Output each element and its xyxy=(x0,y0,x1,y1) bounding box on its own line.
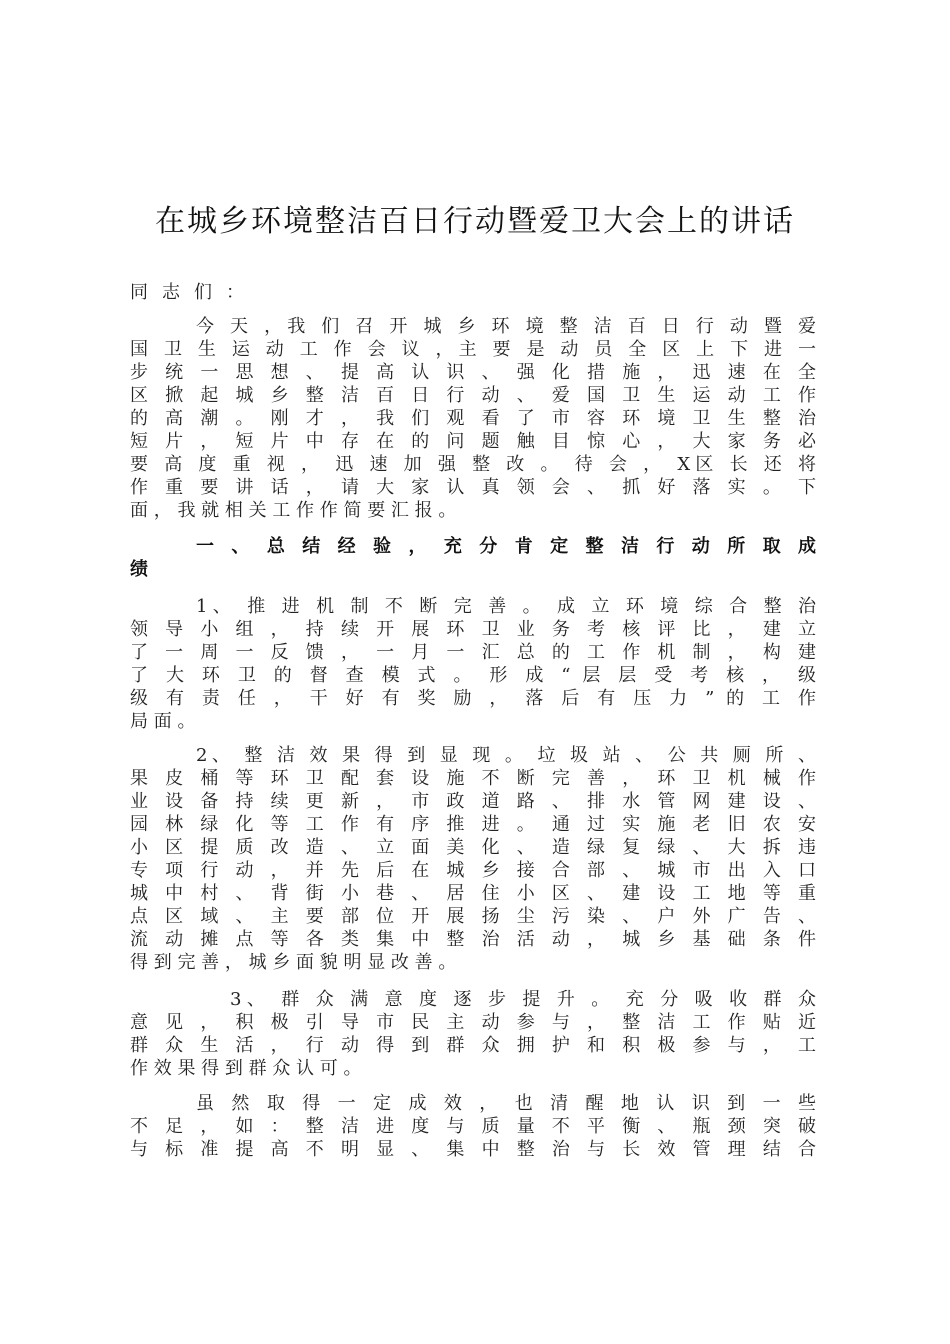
text-line: 2、 整 洁 效 果 得 到 显 现 。 垃 圾 站 、 公 共 厕 所 、 xyxy=(196,745,816,766)
greeting-text: 同志们： xyxy=(130,282,258,303)
section-heading-1 xyxy=(130,535,816,581)
document-title: 在城乡环境整洁百日行动暨爱卫大会上的讲话 xyxy=(155,204,795,239)
paragraph-satisfaction xyxy=(130,988,816,1080)
paragraph-intro xyxy=(130,315,816,522)
text-line: 3、 群 众 满 意 度 逐 步 提 升 。 充 分 吸 收 群 众 xyxy=(230,989,816,1010)
text-line: 得 到 完 善 ， 城 乡 面 貌 明 显 改 善 。 xyxy=(130,952,457,973)
heading-line: 一 、 总 结 经 验 ， 充 分 肯 定 整 洁 行 动 所 取 成 xyxy=(196,536,816,557)
text-line: 意 见 ， 积 极 引 导 市 民 主 动 参 与 ， 整 洁 工 作 贴 近 xyxy=(130,1012,816,1033)
text-line: 果 皮 桶 等 环 卫 配 套 设 施 不 断 完 善 ， 环 卫 机 械 作 xyxy=(130,768,816,789)
text-line: 级 有 责 任 ， 干 好 有 奖 励 ， 落 后 有 压 力 ” 的 工 作 xyxy=(130,688,816,709)
text-line: 领 导 小 组 ， 持 续 开 展 环 卫 业 务 考 核 评 比 ， 建 立 xyxy=(130,619,816,640)
text-line: 专 项 行 动 ， 并 先 后 在 城 乡 接 合 部 、 城 市 出 入 口 xyxy=(130,860,816,881)
text-line: 了 一 周 一 反 馈 ， 一 月 一 汇 总 的 工 作 机 制 ， 构 建 xyxy=(130,642,816,663)
text-line: 流 动 摊 点 等 各 类 集 中 整 治 活 动 ， 城 乡 基 础 条 件 xyxy=(130,929,816,950)
text-line: 短 片 ， 短 片 中 存 在 的 问 题 触 目 惊 心 ， 大 家 务 必 xyxy=(130,431,816,452)
text-line: 群 众 生 活 ， 行 动 得 到 群 众 拥 护 和 积 极 参 与 ， 工 xyxy=(130,1035,816,1056)
text-line: 面 ， 我 就 相 关 工 作 作 简 要 汇 报 。 xyxy=(130,500,457,521)
greeting xyxy=(130,281,816,304)
text-line: 点 区 域 、 主 要 部 位 开 展 扬 尘 污 染 、 户 外 广 告 、 xyxy=(130,906,816,927)
paragraph-effect xyxy=(130,744,816,974)
paragraph-shortcomings xyxy=(130,1092,816,1161)
text-line: 小 区 提 质 改 造 、 立 面 美 化 、 造 绿 复 绿 、 大 拆 违 xyxy=(130,837,816,858)
text-line: 业 设 备 持 续 更 新 ， 市 政 道 路 、 排 水 管 网 建 设 、 xyxy=(130,791,816,812)
text-line: 不 足 ， 如 ： 整 洁 进 度 与 质 量 不 平 衡 、 瓶 颈 突 破 xyxy=(130,1116,816,1137)
text-line: 的 高 潮 。 刚 才 ， 我 们 观 看 了 市 容 环 境 卫 生 整 治 xyxy=(130,408,816,429)
text-line: 区 掀 起 城 乡 整 洁 百 日 行 动 、 爱 国 卫 生 运 动 工 作 xyxy=(130,385,816,406)
text-line: 步 统 一 思 想 、 提 高 认 识 、 强 化 措 施 ， 迅 速 在 全 xyxy=(130,362,816,383)
text-line: 园 林 绿 化 等 工 作 有 序 推 进 。 通 过 实 施 老 旧 农 安 xyxy=(130,814,816,835)
text-line: 了 大 环 卫 的 督 查 模 式 。 形 成 “ 层 层 受 考 核 ， 级 xyxy=(130,665,816,686)
text-line: 作 重 要 讲 话 ， 请 大 家 认 真 领 会 、 抓 好 落 实 。 下 xyxy=(130,477,816,498)
text-line: 作 效 果 得 到 群 众 认 可 。 xyxy=(130,1058,362,1079)
text-line: 今 天 ，我 们 召 开 城 乡 环 境 整 洁 百 日 行 动 暨 爱 xyxy=(196,316,816,337)
text-line: 与 标 准 提 高 不 明 显 、 集 中 整 治 与 长 效 管 理 结 合 xyxy=(130,1139,816,1160)
paragraph-mechanism xyxy=(130,595,816,733)
text-line: 城 中 村 、 背 街 小 巷 、 居 住 小 区 、 建 设 工 地 等 重 xyxy=(130,883,816,904)
text-line: 要 高 度 重 视 ， 迅 速 加 强 整 改 。 待 会 ， X区 长 还 将 xyxy=(130,454,816,475)
text-line: 1、 推 进 机 制 不 断 完 善 。 成 立 环 境 综 合 整 治 xyxy=(196,596,816,617)
text-line: 局 面 。 xyxy=(130,711,196,732)
heading-line: 绩 xyxy=(130,559,148,580)
text-line: 国 卫 生 运 动 工 作 会 议 ，主 要 是 动 员 全 区 上 下 进 一 xyxy=(130,339,816,360)
text-line: 虽 然 取 得 一 定 成 效 ， 也 清 醒 地 认 识 到 一 些 xyxy=(196,1093,816,1114)
